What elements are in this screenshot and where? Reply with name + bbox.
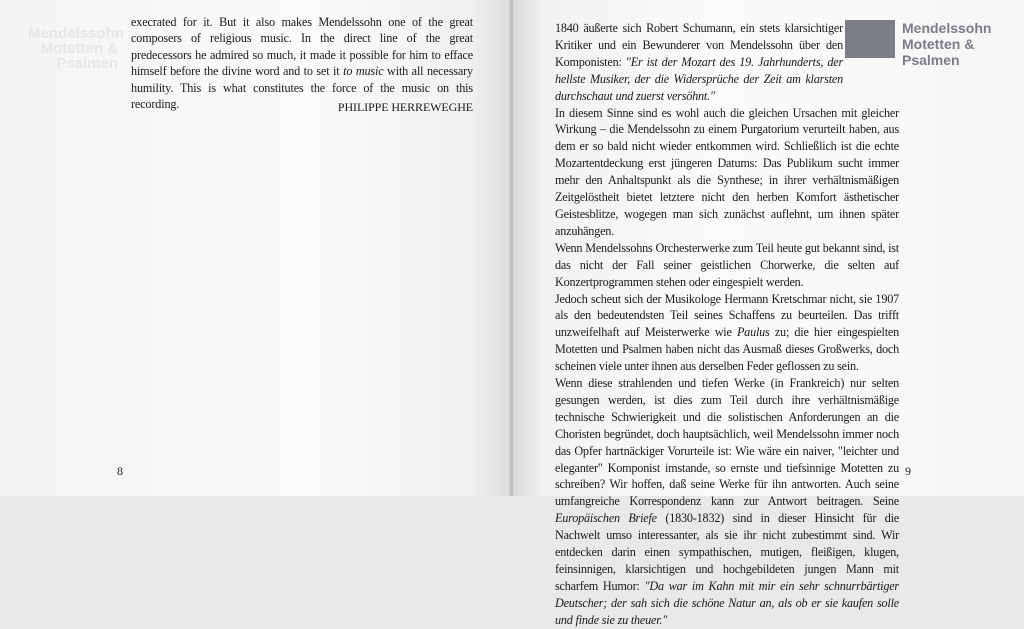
left-paragraph: execrated for it. But it also makes Mendelssohn one of the great composers of religious music. In the direct line of the great predecessors he admired so much, it made it possible for him to efface himself before the divine word and to set it to music with all necessary humility. This is what constitutes the force of the music on this recording. bbox=[131, 15, 473, 112]
author-signature: PHILIPPE HERREWEGHE bbox=[337, 100, 473, 114]
side-title-line: Motetten & bbox=[902, 36, 975, 52]
paragraph-schumann: 1840 äußerte sich Robert Schumann, ein stets klarsichtiger Kritiker und ein Bewunderer von Mendelssohn über den Komponisten: "Er ist der Mozart des 19. Jahrhunderts, der hellste Musiker, der die Widersprüche der Zeit am klarsten durchschaut und zuerst versöhnt." bbox=[555, 21, 843, 103]
side-title-line: Psalmen bbox=[902, 52, 960, 68]
paragraph-orchesterwerke: Wenn Mendelssohns Orchesterwerke zum Teil heute gut bekannt sind, ist das nicht der Fall seiner geistlichen Chorwerke, die selten auf Konzertprogrammen stehen oder eingespielt werden. bbox=[555, 240, 899, 289]
paragraph-kretschmar: Jedoch scheut sich der Musikologe Hermann Kretschmar nicht, sie 1907 als den bedeutendsten Teil seines Schaffens zu beurteilen. Das trifft unzweifelhaft auf Meisterwerke wie Paulus zu; die hier eingespielten Motetten und Psalmen haben nicht das Ausmaß dieses Großwerks, doch scheinen viele unter ihnen aus derselben Feder geflossen zu sein. bbox=[555, 291, 899, 374]
paragraph-purgatorium: In diesem Sinne sind es wohl auch die gleichen Ursachen mit gleicher Wirkung – die Mendelssohn zu einem Purgatorium verurteilt haben, aus dem er so bald nicht wieder entkommen wird. Schließlich ist die echte Mozartentdeckung erst jüngeren Datums: Das Publikum sucht immer mehr den Anhaltspunkt als die Synthese; in ihrer verhältnismäßigen Zeitgelöstheit bietet letztere nicht den herben Komfort ästhetischer Geistesblitze, wogegen man sich zunächst auflehnt, um ihnen später anzuhängen. bbox=[555, 105, 899, 238]
side-title bbox=[902, 20, 1018, 68]
side-title-line: Mendelssohn bbox=[902, 20, 992, 36]
right-page bbox=[513, 0, 1024, 627]
left-body-text bbox=[131, 14, 473, 112]
right-body-text bbox=[555, 20, 899, 629]
ghost-title: Mendelssohn Motetten & Psalmen bbox=[28, 25, 124, 72]
page-number-left: 8 bbox=[117, 464, 123, 478]
paragraph-vorurteile: Wenn diese strahlenden und tiefen Werke (in Frankreich) nur selten gesungen werden, ist dies zum Teil durch ihre verhältnismäßige technische Schwierigkeit und die solistischen Anforderungen an die Choristen begründet, doch hauptsächlich, weil Mendelssohn immer noch das Opfer hartnäckiger Vorurteile ist: Wie wäre ein naiver, "leichter und eleganter" Komponist imstande, so ernste und tiefsinnige Motetten zu schreiben? Wir hoffen, daß seine Werke für ihn antworten. Auch seine umfangreiche Korrespondenz kann zur Antwort beitragen. Seine Europäischen Briefe (1830-1832) sind in dieser Hinsicht für die Nachwelt umso interessanter, als sie ihr nicht zubestimmt sind. Wir entdecken darin einen sympathischen, mutigen, fleißigen, klugen, feinsinnigen, klarsichtigen und hochgebildeten jungen Mann mit scharfem Humor: "Da war im Kahn mit mir ein sehr schnurrbärtiger Deutscher; der sah sich die schöne Natur an, als ob er sie kaufen solle und finde sie zu theuer." bbox=[555, 376, 900, 627]
page-number-right: 9 bbox=[905, 464, 911, 478]
left-page bbox=[0, 0, 511, 496]
